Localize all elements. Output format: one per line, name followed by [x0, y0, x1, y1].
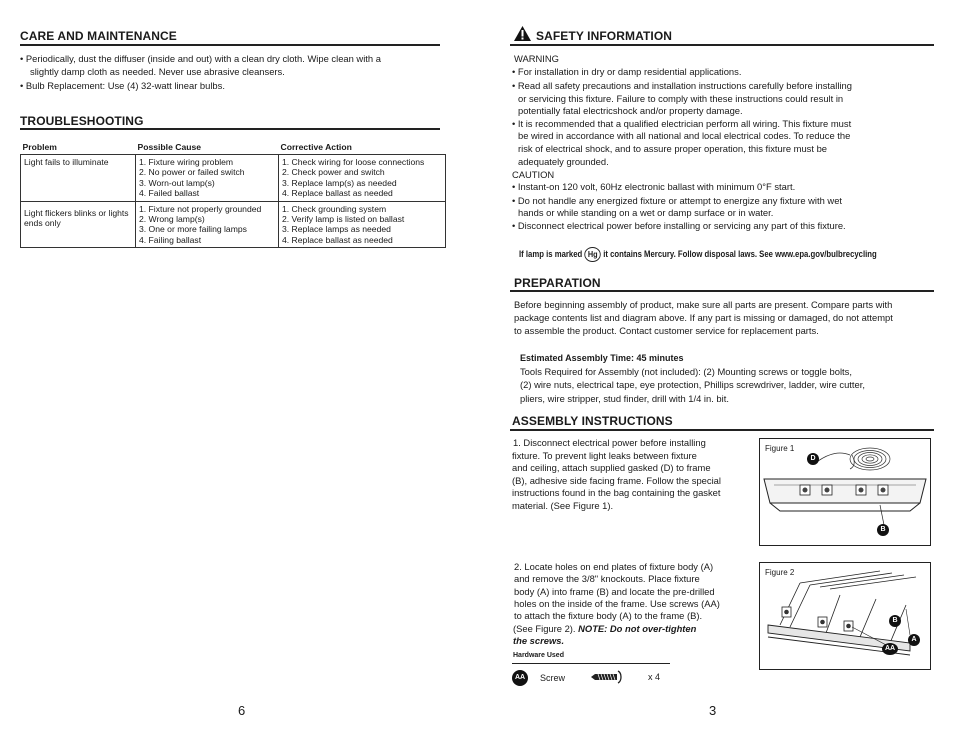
- callout-a: A: [908, 634, 920, 646]
- care-heading: CARE AND MAINTENANCE: [20, 29, 177, 43]
- figure-1-diagram: [760, 439, 930, 545]
- caution-line: • Disconnect electrical power before installing or servicing any part of this fixture.: [512, 220, 846, 231]
- action-line: 1. Check grounding system: [282, 203, 387, 214]
- col-action: Corrective Action: [280, 142, 352, 152]
- cause-cell: [136, 201, 279, 248]
- action-line: 3. Replace lamps as needed: [282, 224, 391, 235]
- hardware-heading: Hardware Used: [513, 652, 564, 659]
- callout-aa: AA: [882, 643, 898, 655]
- action-line: 2. Check power and switch: [282, 167, 385, 178]
- preparation-rule: [510, 290, 934, 292]
- cause-line: 3. One or more failing lamps: [139, 224, 247, 235]
- assembly-heading: ASSEMBLY INSTRUCTIONS: [512, 414, 673, 428]
- warning-label: WARNING: [514, 53, 559, 64]
- figure-1: [759, 438, 931, 546]
- warning-line: • It is recommended that a qualified electrician perform all wiring. This fixture must: [512, 118, 852, 129]
- figure-2-diagram: [760, 563, 930, 669]
- cause-line: 3. Worn-out lamp(s): [139, 177, 215, 188]
- callout-d: D: [807, 453, 819, 465]
- col-cause: Possible Cause: [137, 142, 202, 152]
- care-bullet-2: • Bulb Replacement: Use (4) 32-watt linear bulbs.: [20, 80, 225, 91]
- action-line: 1. Check wiring for loose connections: [282, 157, 425, 167]
- step2-note: NOTE: Do not over-tighten: [578, 623, 697, 634]
- step2-line: to attach the fixture body (A) to the frame (B).: [514, 610, 703, 621]
- safety-heading: SAFETY INFORMATION: [536, 29, 673, 43]
- figure-1-label: Figure 1: [765, 444, 795, 453]
- care-rule: [20, 44, 440, 46]
- preparation-heading: PREPARATION: [514, 276, 601, 290]
- troubleshooting-heading: TROUBLESHOOTING: [20, 114, 144, 128]
- cause-line: 1. Fixture wiring problem: [139, 157, 234, 167]
- troubleshooting-table: [20, 141, 446, 248]
- cause-line: 4. Failed ballast: [139, 188, 200, 199]
- col-problem: Problem: [22, 142, 57, 152]
- mercury-text-after: it contains Mercury. Follow disposal laws. See www.epa.gov/bulbrecycling: [603, 249, 877, 259]
- action-line: 4. Replace ballast as needed: [282, 188, 393, 199]
- troubleshooting-rule: [20, 128, 440, 130]
- step1-line: fixture. To prevent light leaks between fixture: [512, 450, 697, 461]
- step2-line: holes on the inside of the frame. Use screws (AA): [514, 598, 720, 609]
- figure-2: [759, 562, 931, 670]
- assembly-time: Estimated Assembly Time: 45 minutes: [520, 353, 684, 363]
- mercury-text-before: If lamp is marked: [519, 249, 583, 259]
- caution-line: • Instant-on 120 volt, 60Hz electronic ballast with minimum 0°F start.: [512, 181, 796, 192]
- cause-cell: [136, 155, 279, 202]
- hardware-name: Screw: [540, 673, 566, 683]
- page-number-right: 3: [709, 703, 717, 718]
- warning-line: be wired in accordance with all national and local electrical codes. To reduce the: [518, 130, 851, 141]
- step2-line: 2. Locate holes on end plates of fixture body (A): [514, 561, 714, 572]
- tools-line: (2) wire nuts, electrical tape, eye protection, Phillips screwdriver, ladder, wire cutter,: [520, 379, 865, 390]
- warning-line: • For installation in dry or damp residential applications.: [512, 66, 742, 77]
- tools-line: pliers, wire stripper, stud finder, drill with 1/4 in. bit.: [520, 393, 729, 404]
- callout-b: B: [877, 524, 889, 536]
- mercury-hg-icon: Hg: [584, 247, 601, 262]
- step2-ref: (See Figure 2).: [513, 623, 576, 634]
- problem-cell: Light flickers blinks or lights ends only: [21, 201, 136, 248]
- assembly-rule: [510, 429, 934, 431]
- step2-line-note: [513, 623, 696, 636]
- preparation-line: to assemble the product. Contact customer service for replacement parts.: [514, 325, 819, 336]
- preparation-line: Before beginning assembly of product, make sure all parts are present. Compare parts with: [514, 299, 893, 310]
- warning-triangle-icon: [513, 25, 532, 42]
- cause-line: 2. Wrong lamp(s): [139, 214, 205, 225]
- safety-rule: [510, 44, 934, 46]
- hardware-qty: x 4: [648, 672, 661, 682]
- step1-line: (B), adhesive side facing frame. Follow the special: [512, 475, 721, 486]
- cause-line: 4. Failing ballast: [139, 234, 202, 245]
- step2-line: body (A) into frame (B) and locate the pre-drilled: [514, 586, 715, 597]
- page-number-left: 6: [238, 703, 246, 718]
- action-cell: [279, 201, 446, 248]
- figure-2-label: Figure 2: [765, 568, 795, 577]
- step1-line: and ceiling, attach supplied gasked (D) to frame: [512, 462, 711, 473]
- table-row: [21, 155, 446, 202]
- mercury-notice: [519, 247, 877, 262]
- warning-line: or servicing this fixture. Failure to comply with these instructions could result in: [518, 93, 844, 104]
- warning-line: potentially fatal electricshock and/or property damage.: [518, 105, 743, 116]
- warning-line: • Read all safety precautions and installation instructions carefully before installing: [512, 80, 852, 91]
- action-cell: [279, 155, 446, 202]
- care-bullet-1b: slightly damp cloth as needed. Never use abrasive cleansers.: [30, 66, 285, 77]
- table-row: [21, 201, 446, 248]
- callout-b-2: B: [889, 615, 901, 627]
- care-bullet-1: • Periodically, dust the diffuser (inside and out) with a clean dry cloth. Wipe clean with a: [20, 53, 381, 64]
- caution-line: • Do not handle any energized fixture or attempt to energize any fixture with wet: [512, 195, 843, 206]
- step2-line: and remove the 3/8" knockouts. Place fixture: [514, 573, 700, 584]
- caution-line: hands or while standing on a wet or damp surface or in water.: [518, 207, 774, 218]
- action-line: 3. Replace lamp(s) as needed: [282, 177, 397, 188]
- step1-line: 1. Disconnect electrical power before installing: [513, 437, 706, 448]
- warning-line: risk of electrical shock, and to assure proper operation, this fixture must be: [518, 143, 827, 154]
- step1-line: material. (See Figure 1).: [512, 500, 614, 511]
- hardware-rule: [512, 663, 670, 664]
- hardware-badge: AA: [512, 670, 528, 686]
- step2-note-2: the screws.: [513, 635, 565, 646]
- action-line: 4. Replace ballast as needed: [282, 234, 393, 245]
- cause-line: 1. Fixture not properly grounded: [139, 203, 262, 214]
- cause-line: 2. No power or failed switch: [139, 167, 245, 178]
- tools-line: Tools Required for Assembly (not included): (2) Mounting screws or toggle bolts,: [520, 366, 852, 377]
- step1-line: instructions found in the bag containing the gasket: [512, 487, 721, 498]
- screw-icon: [591, 670, 625, 684]
- problem-cell: Light fails to illuminate: [21, 155, 136, 202]
- preparation-line: package contents list and diagram above. If any part is missing or damaged, do not attempt: [514, 312, 893, 323]
- caution-label: CAUTION: [512, 169, 555, 180]
- warning-line: adequately grounded.: [518, 156, 609, 167]
- action-line: 2. Verify lamp is listed on ballast: [282, 214, 405, 225]
